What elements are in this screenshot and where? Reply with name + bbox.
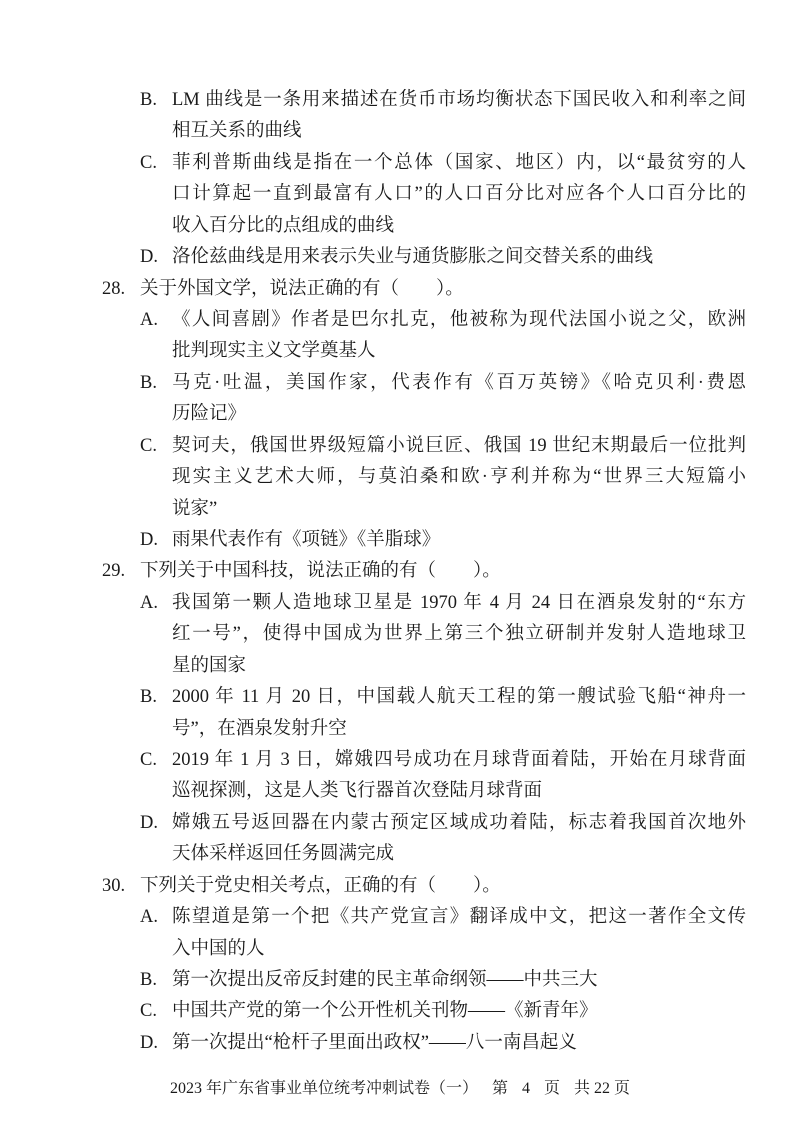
option-text: 号”，在酒泉发射升空 xyxy=(172,718,347,739)
option-text: 《人间喜剧》作者是巴尔扎克，他被称为现代法国小说之父，欧洲 xyxy=(172,310,746,330)
page-suffix: 页 xyxy=(544,1080,561,1097)
option-text: 洛伦兹曲线是用来表示失业与通货膨胀之间交替关系的曲线 xyxy=(172,247,654,268)
exam-title: 2023 年广东省事业单位统考冲刺试卷（一） xyxy=(169,1080,478,1097)
option-text: 红一号”，使得中国成为世界上第三个独立研制并发射人造地球卫 xyxy=(172,624,746,645)
option-text: 收入百分比的点组成的曲线 xyxy=(172,215,395,236)
option-text: 历险记》 xyxy=(172,404,247,425)
option-label: D. xyxy=(140,812,158,833)
option-text: 我国第一颗人造地球卫星是 1970 年 4 月 24 日在酒泉发射的“东方 xyxy=(172,592,746,613)
page-footer xyxy=(0,1077,800,1101)
option-label: C. xyxy=(140,435,157,456)
option-label: A. xyxy=(140,592,158,613)
option-label: C. xyxy=(140,750,157,771)
option-text: 批判现实主义文学奠基人 xyxy=(172,341,376,362)
option-text: 马克·吐温，美国作家，代表作有《百万英镑》《哈克贝利·费恩 xyxy=(172,372,746,393)
option-label: D. xyxy=(140,1032,158,1053)
page-total: 共 22 页 xyxy=(574,1080,631,1097)
option-text: 嫦娥五号返回器在内蒙古预定区域成功着陆，标志着我国首次地外 xyxy=(172,812,746,833)
option-text: 入中国的人 xyxy=(172,938,265,959)
option-label: B. xyxy=(140,687,157,708)
option-text: 巡视探测，这是人类飞行器首次登陆月球背面 xyxy=(172,781,543,802)
option-text: 第一次提出“枪杆子里面出政权”——八一南昌起义 xyxy=(172,1032,577,1053)
option-label: C. xyxy=(140,152,157,173)
page-number: 4 xyxy=(522,1080,530,1097)
option-label: A. xyxy=(140,310,158,330)
option-label: B. xyxy=(140,970,157,991)
question-text: 下列关于中国科技，说法正确的有（ ）。 xyxy=(140,561,501,582)
question-text: 下列关于党史相关考点，正确的有（ ）。 xyxy=(140,875,501,896)
option-text: 现实主义艺术大师，与莫泊桑和欧·亨利并称为“世界三大短篇小 xyxy=(172,467,746,488)
option-text: 相互关系的曲线 xyxy=(172,121,302,142)
option-text: 星的国家 xyxy=(172,655,247,676)
option-label: A. xyxy=(140,907,158,928)
option-text: 说家” xyxy=(172,498,218,519)
option-text: 中国共产党的第一个公开性机关刊物——《新青年》 xyxy=(172,1001,598,1022)
option-label: C. xyxy=(140,1001,157,1022)
option-text: 天体采样返回任务圆满完成 xyxy=(172,844,395,865)
option-label: D. xyxy=(140,530,158,551)
option-text: 契诃夫，俄国世界级短篇小说巨匠、俄国 19 世纪末期最后一位批判 xyxy=(172,435,746,456)
question-number: 30. xyxy=(102,875,126,896)
option-label: B. xyxy=(140,90,157,110)
option-text: 2019 年 1 月 3 日，嫦娥四号成功在月球背面着陆，开始在月球背面 xyxy=(172,750,746,771)
question-number: 28. xyxy=(102,278,126,299)
option-text: 陈望道是第一个把《共产党宣言》翻译成中文，把这一著作全文传 xyxy=(172,907,746,928)
option-text: 菲利普斯曲线是指在一个总体（国家、地区）内，以“最贫穷的人 xyxy=(172,152,746,173)
option-label: B. xyxy=(140,372,157,393)
option-text: 2000 年 11 月 20 日，中国载人航天工程的第一艘试验飞船“神舟一 xyxy=(172,687,746,708)
option-text: 第一次提出反帝反封建的民主革命纲领——中共三大 xyxy=(172,970,598,991)
question-text: 关于外国文学，说法正确的有（ ）。 xyxy=(140,278,464,299)
option-label: D. xyxy=(140,247,158,268)
option-text: LM 曲线是一条用来描述在货币市场均衡状态下国民收入和利率之间 xyxy=(172,90,746,110)
option-text: 口计算起一直到最富有人口”的人口百分比对应各个人口百分比的 xyxy=(172,184,746,205)
option-text: 雨果代表作有《项链》《羊脂球》 xyxy=(172,530,441,551)
question-number: 29. xyxy=(102,561,126,582)
page-prefix: 第 xyxy=(491,1080,508,1097)
